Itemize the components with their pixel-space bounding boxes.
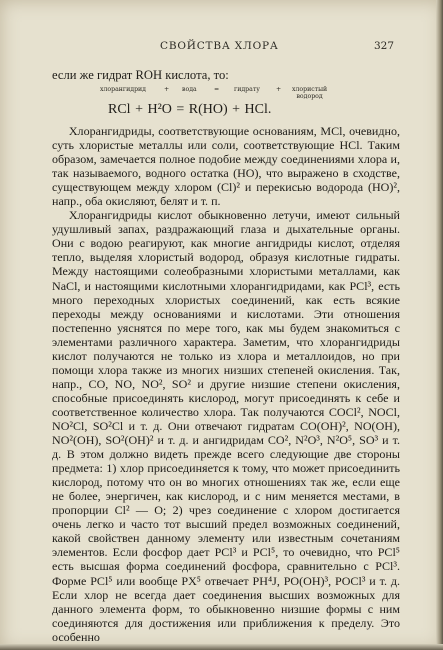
paragraph: Хлорангидриды кислот обыкновенно летучи, имеют сильный удушливый запах, раздражающий глаза и дыхательные органы. Они с водою реагируют, как многие ангидриды кислот, отделяя тепло, выделяя хлористый водород, образуя кислотные гидраты. Между настоящими солеобразными хлористыми металлами, как NaCl, и настоящими кислотными хлорангидридами, как PCl³, есть много переходных хлористых соединений, как есть всякие переходы между основаниями и кислотами. Эти отношения постепенно уяснятся по мере того, как мы будем знакомиться с элементами различного характера. Заметим, что хлорангидриды кислот получаются не только из хлора и металлоидов, но при помощи хлора также из многих низших степеней окисления. Так, напр., CO, NO, NO², SO² и другие низшие степени окисления, способные присоединять кислород, могут присоединять к себе и соответственное количество хлора. Так получаются COCl², NOCl, NO²Cl, SO²Cl и т. д. Они отвечают гидратам CO(OH)², NO(OH), NO²(OH), SO²(OH)² и т. д. и ангидридам CO², N²O³, N²O⁵, SO³ и т. д. В этом должно видеть прежде всего следующие две стороны предмета: 1) хлор присоединяется к тому, что может присоединить кислород, потому что он во многих отношениях так же, если еще не более, энергичен, как кислород, и с ним меняется местами, в пропорции Cl² — O; 2) чрез соединение с хлором достигается очень легко и часто тот высший предел возможных соединений, какой свойствен данному элементу или известным сочетаниям элементов. Если фосфор дает PCl³ и PCl⁵, то очевидно, что PCl⁵ есть высшая форма соединений фосфора, сравнительно с PCl³. Форме PCl⁵ или вообще PX⁵ отвечает PH⁴J, PO(OH)³, POCl³ и т. д. Если хлор не всегда дает соединения высших возможных для данного элемента форм, то обыкновенно низшие формы с ним соединяются для достижения или приближения к пределу. Это особенно [52, 208, 400, 644]
paragraph: Хлорангидриды, соответствующие основаниям, MCl, очевидно, суть хлористые металлы или соли, соответствующие HCl. Таким образом, замечается полное подобие между соединениями хлора и, так называемого, водного остатка (HO), что выражено в сходстве, существующем между хлором (Cl)² и перекисью водорода (HO)², напр., оба окисляют, белят и т. п. [52, 124, 400, 209]
reaction-formula [100, 86, 360, 122]
formula-equation: RCl + H²O = R(HO) + HCl. [108, 102, 272, 117]
formula-label-plus: + [276, 86, 282, 93]
formula-label-hydrate: гидрату [234, 86, 260, 93]
body-text [52, 124, 400, 644]
intro-line: если же гидрат ROH кислота, то: [52, 68, 229, 82]
formula-label-hydrogen-chloride [292, 86, 327, 100]
formula-label-hcl-line2: водород [296, 93, 323, 100]
page-edge [0, 644, 443, 650]
formula-label-plus: + [164, 86, 170, 93]
formula-label-equals: = [214, 86, 220, 93]
page-header [0, 40, 443, 56]
page-number: 327 [374, 40, 395, 52]
running-title: СВОЙСТВА ХЛОРА [160, 40, 279, 52]
formula-label-hcl-line1: хлористый [292, 86, 328, 93]
formula-label-water: вода [182, 86, 197, 93]
page-edge [436, 0, 443, 650]
formula-label-acid-chloride: хлорангидрид [100, 86, 146, 93]
